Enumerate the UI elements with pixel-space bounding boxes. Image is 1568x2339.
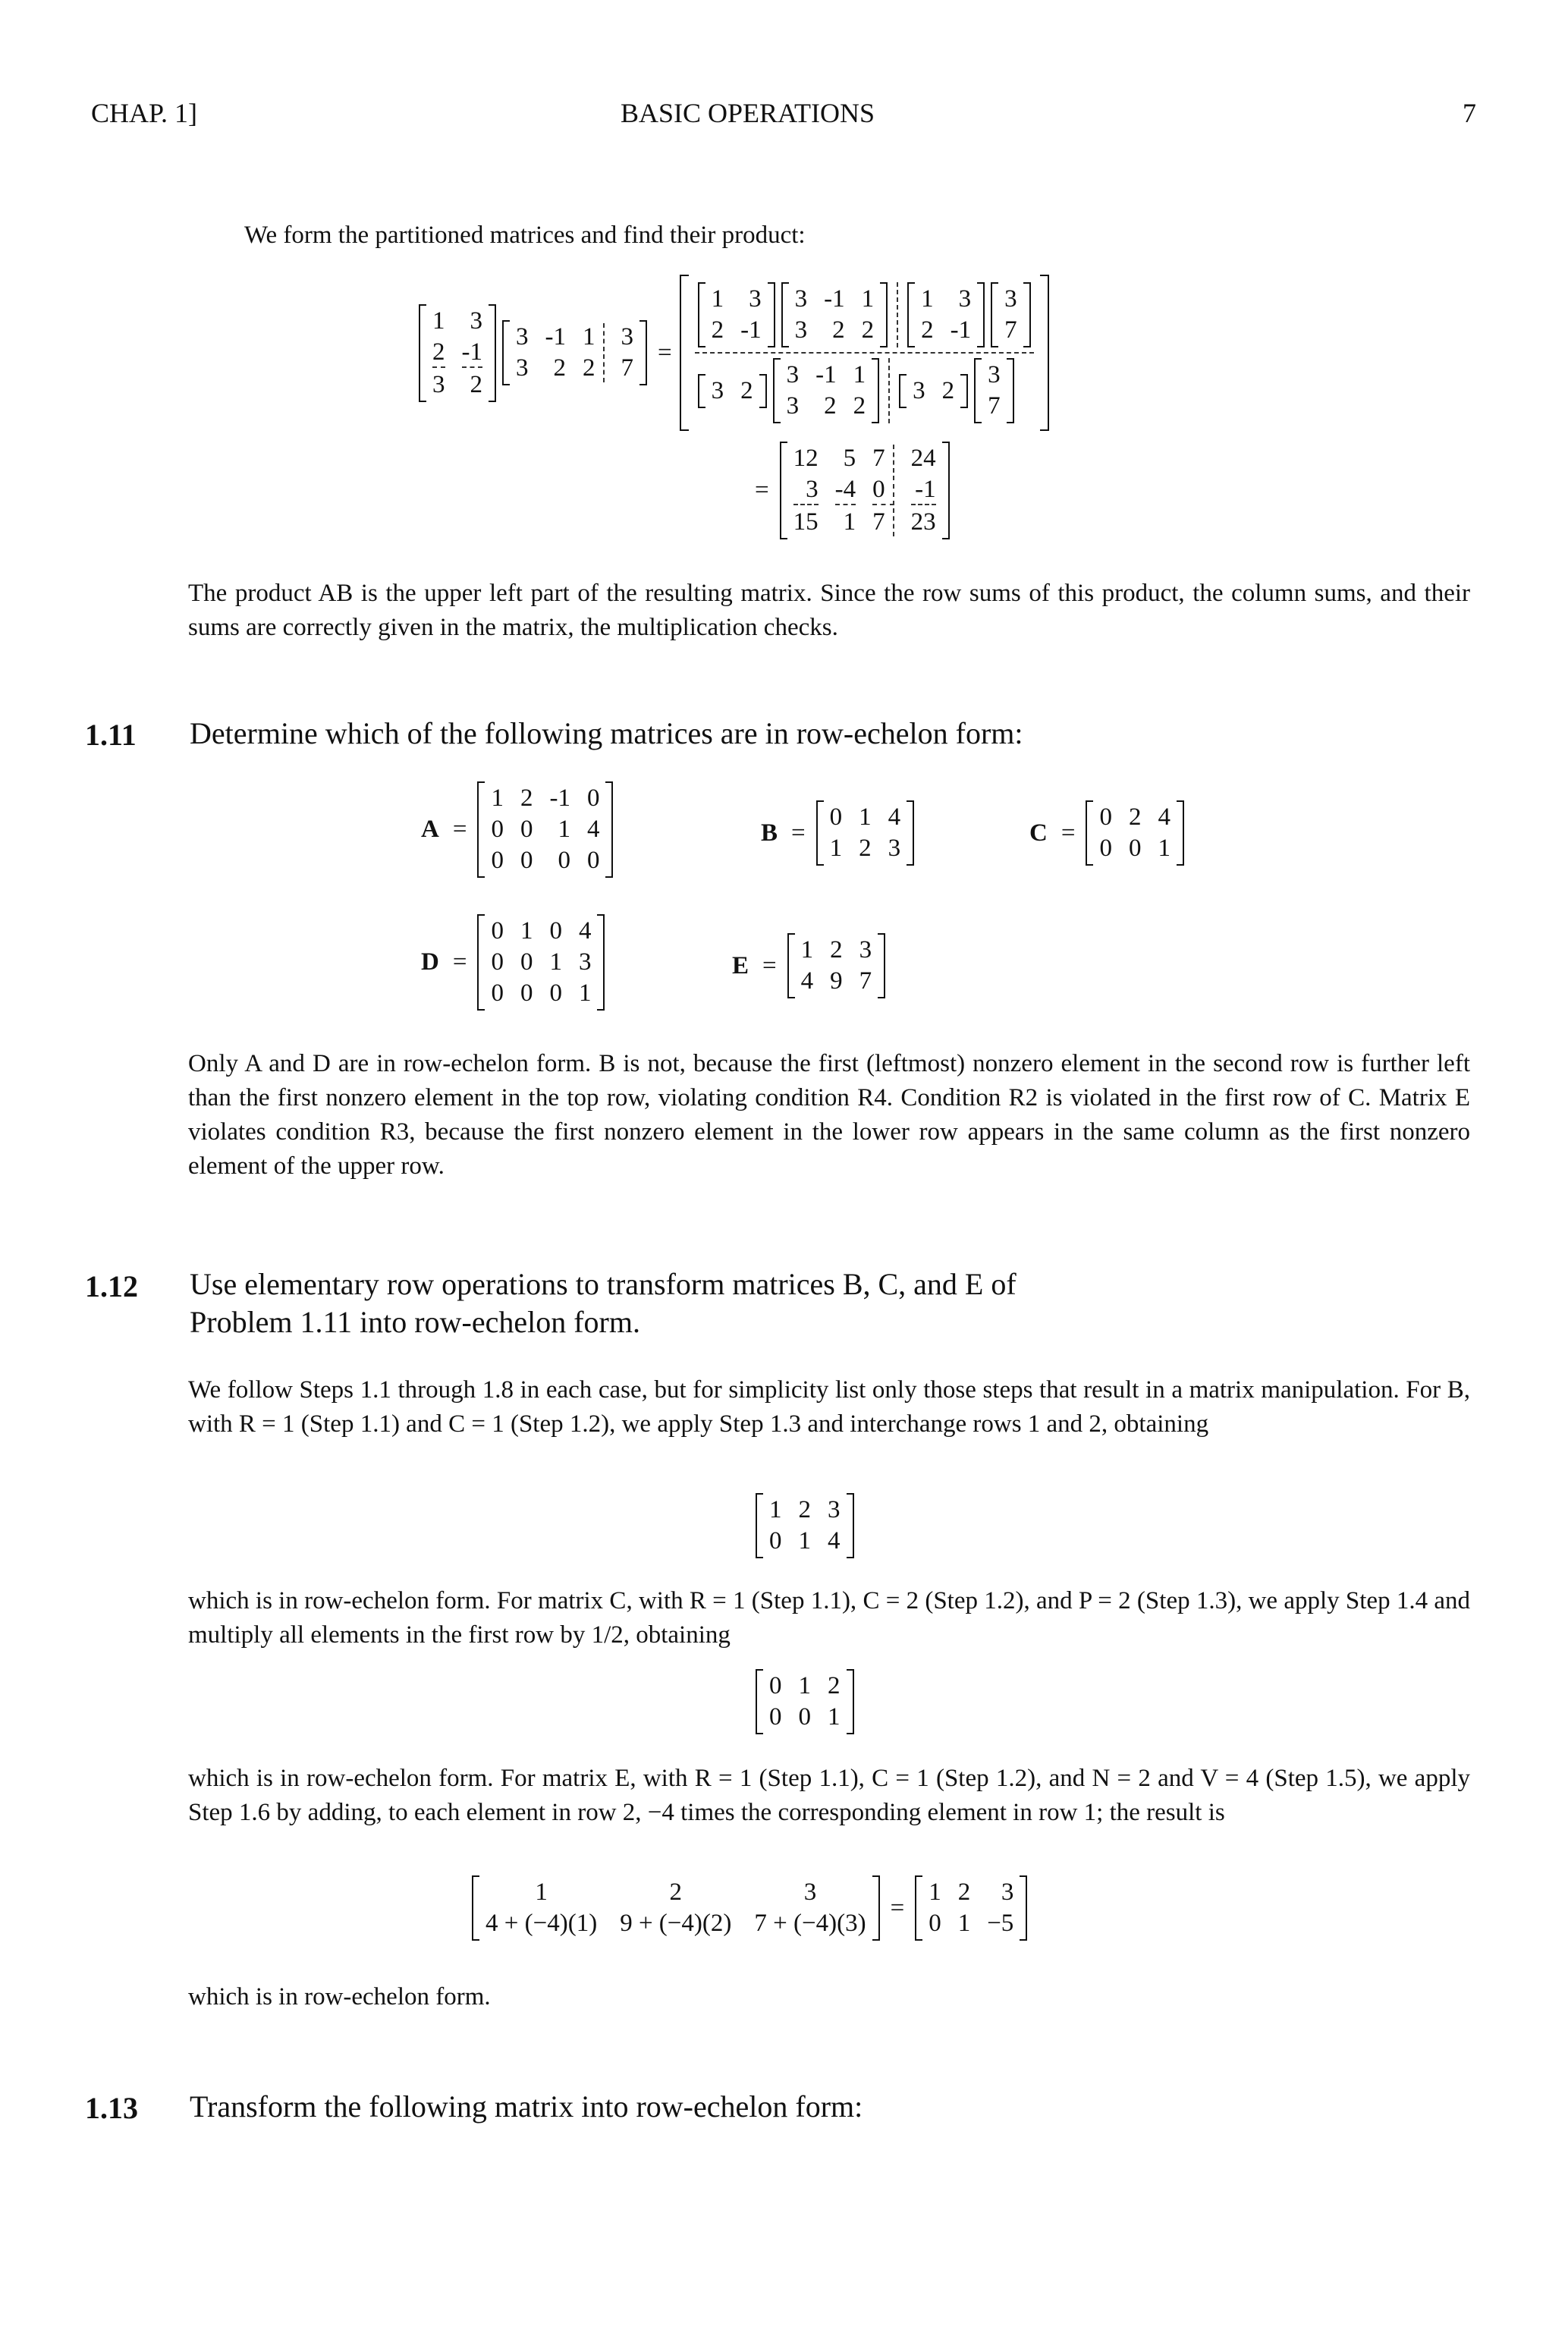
- matrix-entry: 3: [516, 354, 529, 382]
- matrix-D: [477, 914, 605, 1011]
- matrix-entry: 3: [1001, 1878, 1014, 1906]
- page-number: 7: [1463, 98, 1476, 128]
- matrix-entry: 1: [711, 285, 724, 313]
- matrix-entry: 3: [958, 285, 972, 313]
- matrix-entry: 2: [432, 338, 445, 368]
- problem-1-12-number: 1.12: [85, 1269, 138, 1303]
- matrix-entry: -1: [824, 285, 845, 313]
- matrix-entry: 1: [798, 1527, 811, 1555]
- block-product-row: [695, 278, 1034, 354]
- matrix-entry: 1: [491, 784, 504, 812]
- matrix-entry: 3: [432, 370, 445, 398]
- matrix-B-definition: [761, 800, 917, 866]
- matrix-entry: 3: [794, 285, 808, 313]
- matrix-entry: 24: [910, 445, 936, 472]
- block-matrix: [899, 374, 968, 408]
- matrix-entry: 0: [769, 1703, 782, 1731]
- matrix-entry: 4: [1158, 803, 1171, 831]
- matrix-entry: 0: [520, 948, 533, 976]
- matrix-entry: 3: [621, 323, 633, 351]
- matrix-entry: 3: [888, 835, 901, 862]
- matrix-entry: 1: [800, 936, 814, 964]
- matrix-C-definition: [1029, 800, 1187, 866]
- matrix-entry: 7: [621, 354, 633, 382]
- matrix-entry: 0: [491, 917, 504, 945]
- block-matrix: [781, 282, 888, 347]
- matrix-entry: 1: [578, 979, 592, 1007]
- problem-1-13-number: 1.13: [85, 2091, 138, 2125]
- matrix-entry: 2: [740, 376, 753, 404]
- matrix-C: [1086, 800, 1184, 866]
- matrix-entry: 1: [859, 803, 872, 831]
- running-title: BASIC OPERATIONS: [621, 98, 875, 128]
- matrix-entry: 3: [988, 361, 1001, 388]
- problem-1-12-statement-line1: Use elementary row operations to transform matrices B, C, and E of: [190, 1267, 1017, 1301]
- problem-1-11-statement: Determine which of the following matrices are in row-echelon form:: [190, 716, 1023, 750]
- matrix-entry: 2: [830, 936, 843, 964]
- matrix-entry: 2: [859, 835, 872, 862]
- matrix-entry: 2: [957, 1878, 971, 1906]
- matrix-entry: 7: [872, 445, 894, 473]
- matrix-entry: 1: [769, 1496, 782, 1523]
- matrix-entry: 4: [578, 917, 592, 945]
- matrix-entry: 3: [859, 936, 872, 964]
- matrix-entry: 7: [859, 967, 872, 995]
- equals-sign: =: [755, 476, 769, 504]
- matrix-entry: 0: [586, 847, 600, 874]
- matrix-entry: 3: [794, 316, 808, 344]
- matrix-entry: 1: [583, 323, 605, 351]
- equals-sign: =: [452, 948, 467, 976]
- matrix-entry: 3: [828, 1496, 841, 1523]
- matrix-entry: 9: [830, 967, 843, 995]
- matrix-entry: 0: [872, 476, 894, 505]
- matrix-entry: -1: [911, 476, 936, 505]
- matrix-entry: 0: [491, 948, 504, 976]
- matrix-entry: 2: [1128, 803, 1142, 831]
- matrix-entry: 2: [669, 1878, 683, 1906]
- matrix-entry: −5: [987, 1910, 1014, 1937]
- matrix-entry: 1: [921, 285, 934, 313]
- matrix-entry: 2: [828, 1672, 841, 1699]
- matrix-A-label: A: [421, 816, 439, 843]
- matrix-entry: 1: [798, 1672, 811, 1699]
- matrix-entry: -1: [545, 323, 566, 351]
- matrix-entry: 0: [929, 1910, 941, 1937]
- block-column-separator: [888, 358, 890, 423]
- equals-sign: =: [658, 338, 672, 366]
- matrix-entry: 1: [558, 816, 570, 843]
- matrix-E-definition: [732, 933, 888, 998]
- equals-sign: =: [762, 951, 777, 979]
- matrix-entry: 0: [520, 979, 533, 1007]
- matrix-entry: 3: [578, 948, 592, 976]
- left-partitioned-matrix: [419, 304, 496, 402]
- matrix-entry: 3: [793, 476, 819, 505]
- matrix-D-definition: [421, 914, 608, 1011]
- block-matrix: [698, 282, 775, 347]
- matrix-entry: 1: [432, 307, 445, 335]
- matrix-C-reduced: [753, 1669, 857, 1734]
- matrix-entry: 2: [798, 1496, 811, 1523]
- matrix-entry: 1: [829, 835, 843, 862]
- matrix-entry: 0: [520, 847, 533, 874]
- matrix-entry: 0: [769, 1672, 782, 1699]
- matrix-entry: 2: [921, 316, 934, 344]
- block-column-separator: [897, 282, 898, 347]
- matrix-entry: 1: [843, 508, 856, 536]
- matrix-E-reduction-equation: [469, 1875, 1030, 1941]
- block-matrix: [907, 282, 985, 347]
- matrix-entry: 3: [470, 307, 482, 335]
- matrix-entry: 2: [853, 392, 866, 420]
- matrix-entry: 2: [941, 376, 955, 404]
- matrix-entry: 15: [793, 508, 819, 536]
- matrix-C-label: C: [1029, 819, 1048, 847]
- equals-sign: =: [452, 816, 467, 843]
- matrix-entry: 4: [800, 967, 814, 995]
- matrix-E-label: E: [732, 951, 749, 979]
- matrix-entry: 1: [535, 1878, 548, 1906]
- matrix-entry: 3: [786, 361, 800, 388]
- block-product-row: [695, 354, 1034, 428]
- matrix-A: [477, 781, 613, 878]
- matrix-entry: 7: [1004, 316, 1017, 344]
- matrix-entry: -1: [950, 316, 972, 344]
- matrix-entry: 4 + (−4)(1): [485, 1910, 598, 1937]
- matrix-entry: 0: [1099, 835, 1112, 862]
- matrix-entry: 1: [828, 1703, 841, 1731]
- matrix-entry: 3: [803, 1878, 817, 1906]
- matrix-entry: 0: [586, 784, 600, 812]
- matrix-entry: 1: [1158, 835, 1171, 862]
- matrix-entry: 0: [1099, 803, 1112, 831]
- matrix-entry: 0: [558, 847, 570, 874]
- matrix-entry: 1: [549, 948, 562, 976]
- problem-1-11-number: 1.11: [85, 718, 137, 752]
- block-matrix: [773, 358, 880, 423]
- matrix-entry: 2: [824, 392, 837, 420]
- matrix-C-result: [756, 1669, 854, 1734]
- matrix-entry: 4: [586, 816, 600, 843]
- matrix-entry: 3: [786, 392, 800, 420]
- matrix-entry: 2: [861, 316, 875, 344]
- matrix-entry: 0: [491, 979, 504, 1007]
- matrix-entry: 1: [853, 361, 866, 388]
- matrix-entry: 9 + (−4)(2): [620, 1910, 732, 1937]
- matrix-entry: 0: [798, 1703, 811, 1731]
- matrix-entry: 0: [520, 816, 533, 843]
- partition-result-equation: [747, 442, 953, 539]
- matrix-entry: 3: [516, 323, 529, 351]
- matrix-entry: 1: [929, 1878, 941, 1906]
- matrix-B: [816, 800, 915, 866]
- matrix-entry: -1: [462, 338, 483, 368]
- matrix-entry: 0: [549, 979, 562, 1007]
- matrix-B-label: B: [761, 819, 778, 847]
- block-matrix: [991, 282, 1031, 347]
- problem-1-12-text-1: We follow Steps 1.1 through 1.8 in each case, but for simplicity list only those steps that result in a matrix manipulation. For B, with R = 1 (Step 1.1) and C = 1 (Step 1.2), we apply Step 1.3 and interchange rows 1 and 2, obtaining: [188, 1376, 1470, 1438]
- equals-sign: =: [791, 819, 806, 847]
- problem-1-11-answer: Only A and D are in row-echelon form. B is not, because the first (leftmost) nonzero element in the second row is further left than the first nonzero element in the top row, violating condition R4. Condition R2 is violated in the first row of C. Matrix E violates condition R3, because the first nonzero element in the lower row appears in the same column as the first nonzero element of the upper row.: [188, 1050, 1470, 1180]
- matrix-entry: 7 + (−4)(3): [754, 1910, 866, 1937]
- matrix-entry: -1: [815, 361, 837, 388]
- matrix-entry: 12: [793, 445, 819, 472]
- problem-1-12-text-4: which is in row-echelon form.: [188, 1983, 491, 2010]
- matrix-entry: 3: [1004, 285, 1017, 313]
- matrix-entry: 3: [749, 285, 762, 313]
- matrix-E-result: [915, 1875, 1027, 1941]
- problem-1-13-statement: Transform the following matrix into row-echelon form:: [190, 2089, 863, 2124]
- problem-1-12-text-2: which is in row-echelon form. For matrix C, with R = 1 (Step 1.1), C = 2 (Step 1.2), and P = 2 (Step 1.3), we apply Step 1.4 and multiply all elements in the first row by 1/2, obtaining: [188, 1587, 1470, 1649]
- partitioned-product-equation: [416, 275, 1049, 431]
- matrix-entry: 3: [711, 376, 724, 404]
- partition-result-matrix: [780, 442, 950, 539]
- matrix-entry: 0: [491, 816, 504, 843]
- matrix-B-result: [756, 1493, 854, 1558]
- matrix-entry: 0: [1128, 835, 1142, 862]
- matrix-entry: 7: [988, 392, 1001, 420]
- block-matrix: [698, 374, 767, 408]
- matrix-entry: 3: [913, 376, 925, 404]
- matrix-entry: -4: [835, 476, 856, 505]
- matrix-entry: 2: [711, 316, 724, 344]
- matrix-entry: 5: [843, 445, 856, 472]
- matrix-E: [787, 933, 886, 998]
- matrix-E-step: [472, 1875, 880, 1941]
- chapter-label: CHAP. 1]: [91, 98, 198, 128]
- matrix-entry: 7: [872, 508, 894, 536]
- problem-1-12-statement-line2: Problem 1.11 into row-echelon form.: [190, 1305, 640, 1339]
- matrix-entry: 2: [583, 354, 605, 382]
- problem-1-12-text-3: which is in row-echelon form. For matrix E, with R = 1 (Step 1.1), C = 1 (Step 1.2), and N = 2 and V = 4 (Step 1.5), we apply Step 1.6 by adding, to each element in row 2, −4 times the corresponding element in row 1; the result is: [188, 1765, 1470, 1826]
- matrix-entry: -1: [549, 784, 570, 812]
- matrix-entry: 2: [520, 784, 533, 812]
- matrix-entry: 1: [520, 917, 533, 945]
- matrix-entry: 1: [957, 1910, 971, 1937]
- matrix-entry: 0: [769, 1527, 782, 1555]
- matrix-entry: -1: [740, 316, 762, 344]
- matrix-entry: 2: [553, 354, 566, 382]
- matrix-entry: 4: [828, 1527, 841, 1555]
- matrix-A-definition: [421, 781, 616, 878]
- matrix-entry: 23: [910, 508, 936, 536]
- equals-sign: =: [890, 1894, 905, 1922]
- matrix-B-reduced: [753, 1493, 857, 1558]
- matrix-entry: 0: [491, 847, 504, 874]
- right-partitioned-matrix: [502, 320, 647, 385]
- matrix-entry: 0: [829, 803, 843, 831]
- matrix-entry: 2: [470, 370, 482, 398]
- block-product-matrix: [680, 275, 1049, 431]
- partition-intro: We form the partitioned matrices and find their product:: [244, 222, 806, 249]
- matrix-entry: 1: [861, 285, 875, 313]
- equals-sign: =: [1061, 819, 1076, 847]
- matrix-entry: 0: [549, 917, 562, 945]
- matrix-entry: 2: [832, 316, 845, 344]
- matrix-D-label: D: [421, 948, 439, 976]
- matrix-entry: 4: [888, 803, 901, 831]
- partition-conclusion: The product AB is the upper left part of the resulting matrix. Since the row sums of this product, the column sums, and their sums are correctly given in the matrix, the multiplication checks.: [188, 580, 1470, 641]
- block-matrix: [974, 358, 1014, 423]
